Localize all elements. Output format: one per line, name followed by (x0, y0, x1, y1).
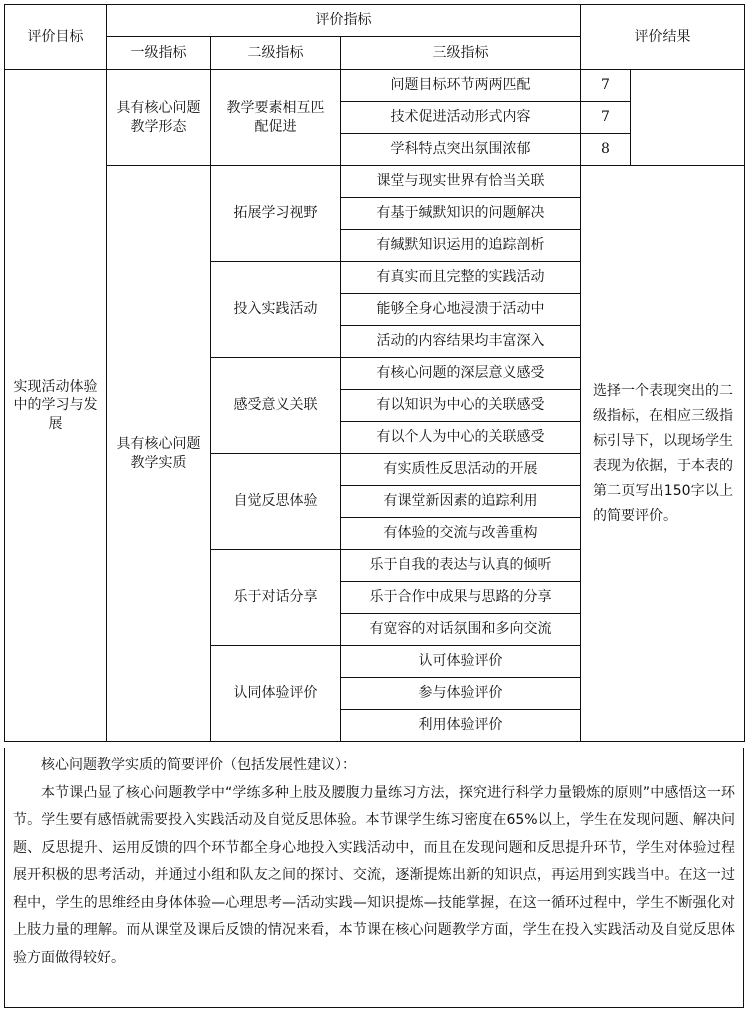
group-name-4: 自觉反思体验 (211, 454, 341, 550)
group-4-item-2: 有课堂新因素的追踪利用 (341, 486, 581, 518)
form-blank-result (631, 70, 745, 166)
group-name-5: 乐于对话分享 (211, 550, 341, 646)
summary-body: 本节课凸显了核心问题教学中“学练多种上肢及腰腹力量练习方法，探究进行科学力量锻炼的原则”中感悟这一环节。学生要有感悟就需要投入实践活动及自觉反思体验。本节课学生练习密度在65%以上，学生在发现问题、解决问题、反思提升、运用反馈的四个环节都全身心地投入实践活动中，而且在发现问题和反思提升环节，学生对体验过程展开积极的思考活动，并通过小组和队友之间的探讨、交流，逐渐提炼出新的知识点，再运用到实践当中。在这一过程中，学生的思维经由身体体验—心理思考—活动实践—知识提炼—技能掌握，在这一循环过程中，学生不断强化对上肢力量的理解。而从课堂及课后反馈的情况来看，本节课在核心问题教学方面，学生在投入实践活动及自觉反思体验方面做得较好。 (13, 784, 735, 966)
essence-level1-text: 具有核心问题教学实质 (116, 436, 201, 471)
group-name-2: 投入实践活动 (211, 262, 341, 358)
header-level2: 二级指标 (211, 37, 341, 70)
form-level1-cell (107, 70, 211, 166)
group-3-item-2: 有以知识为中心的关联感受 (341, 390, 581, 422)
group-2-item-2: 能够全身心地浸溃于活动中 (341, 294, 581, 326)
group-3-item-3: 有以个人为中心的关联感受 (341, 422, 581, 454)
group-6-item-1: 认可体验评价 (341, 646, 581, 678)
form-level2-text: 教学要素相互匹配促进 (226, 100, 325, 135)
form-item-1: 问题目标环节两两匹配 (341, 70, 581, 102)
group-4-item-1: 有实质性反思活动的开展 (341, 454, 581, 486)
essence-result-cell (581, 166, 745, 742)
form-score-1: 7 (581, 70, 631, 102)
summary-heading: 核心问题教学实质的简要评价（包括发展性建议）： (41, 757, 356, 773)
form-level1-text: 具有核心问题教学形态 (116, 100, 201, 135)
group-5-item-1: 乐于自我的表达与认真的倾听 (341, 550, 581, 582)
group-3-item-1: 有核心问题的深层意义感受 (341, 358, 581, 390)
summary-box (4, 748, 744, 1008)
form-item-3: 学科特点突出氛围浓郁 (341, 134, 581, 166)
group-1-item-2: 有基于缄默知识的问题解决 (341, 198, 581, 230)
form-score-3: 8 (581, 134, 631, 166)
form-level2-cell (211, 70, 341, 166)
group-6-item-2: 参与体验评价 (341, 678, 581, 710)
group-6-item-3: 利用体验评价 (341, 710, 581, 742)
target-text: 实现活动体验中的学习与发展 (13, 379, 98, 432)
group-2-item-3: 活动的内容结果均丰富深入 (341, 326, 581, 358)
group-name-6: 认同体验评价 (211, 646, 341, 742)
form-score-2: 7 (581, 102, 631, 134)
header-level1: 一级指标 (107, 37, 211, 70)
group-4-item-3: 有体验的交流与改善重构 (341, 518, 581, 550)
group-5-item-2: 乐于合作中成果与思路的分享 (341, 582, 581, 614)
target-cell (5, 70, 107, 742)
essence-result-text: 选择一个表现突出的二级指标，在相应三级指标引导下，以现场学生表现为依据，于本表的第二页写出150字以上的简要评价。 (593, 382, 733, 524)
form-item-2: 技术促进活动形式内容 (341, 102, 581, 134)
essence-level1-cell (107, 166, 211, 742)
header-level3: 三级指标 (341, 37, 581, 70)
evaluation-table (4, 4, 745, 742)
group-name-3: 感受意义关联 (211, 358, 341, 454)
group-name-1: 拓展学习视野 (211, 166, 341, 262)
group-5-item-3: 有宽容的对话氛围和多向交流 (341, 614, 581, 646)
group-2-item-1: 有真实而且完整的实践活动 (341, 262, 581, 294)
header-indicator: 评价指标 (107, 5, 581, 37)
header-result: 评价结果 (581, 5, 745, 70)
group-1-item-1: 课堂与现实世界有恰当关联 (341, 166, 581, 198)
group-1-item-3: 有缄默知识运用的追踪剖析 (341, 230, 581, 262)
header-target: 评价目标 (5, 5, 107, 70)
